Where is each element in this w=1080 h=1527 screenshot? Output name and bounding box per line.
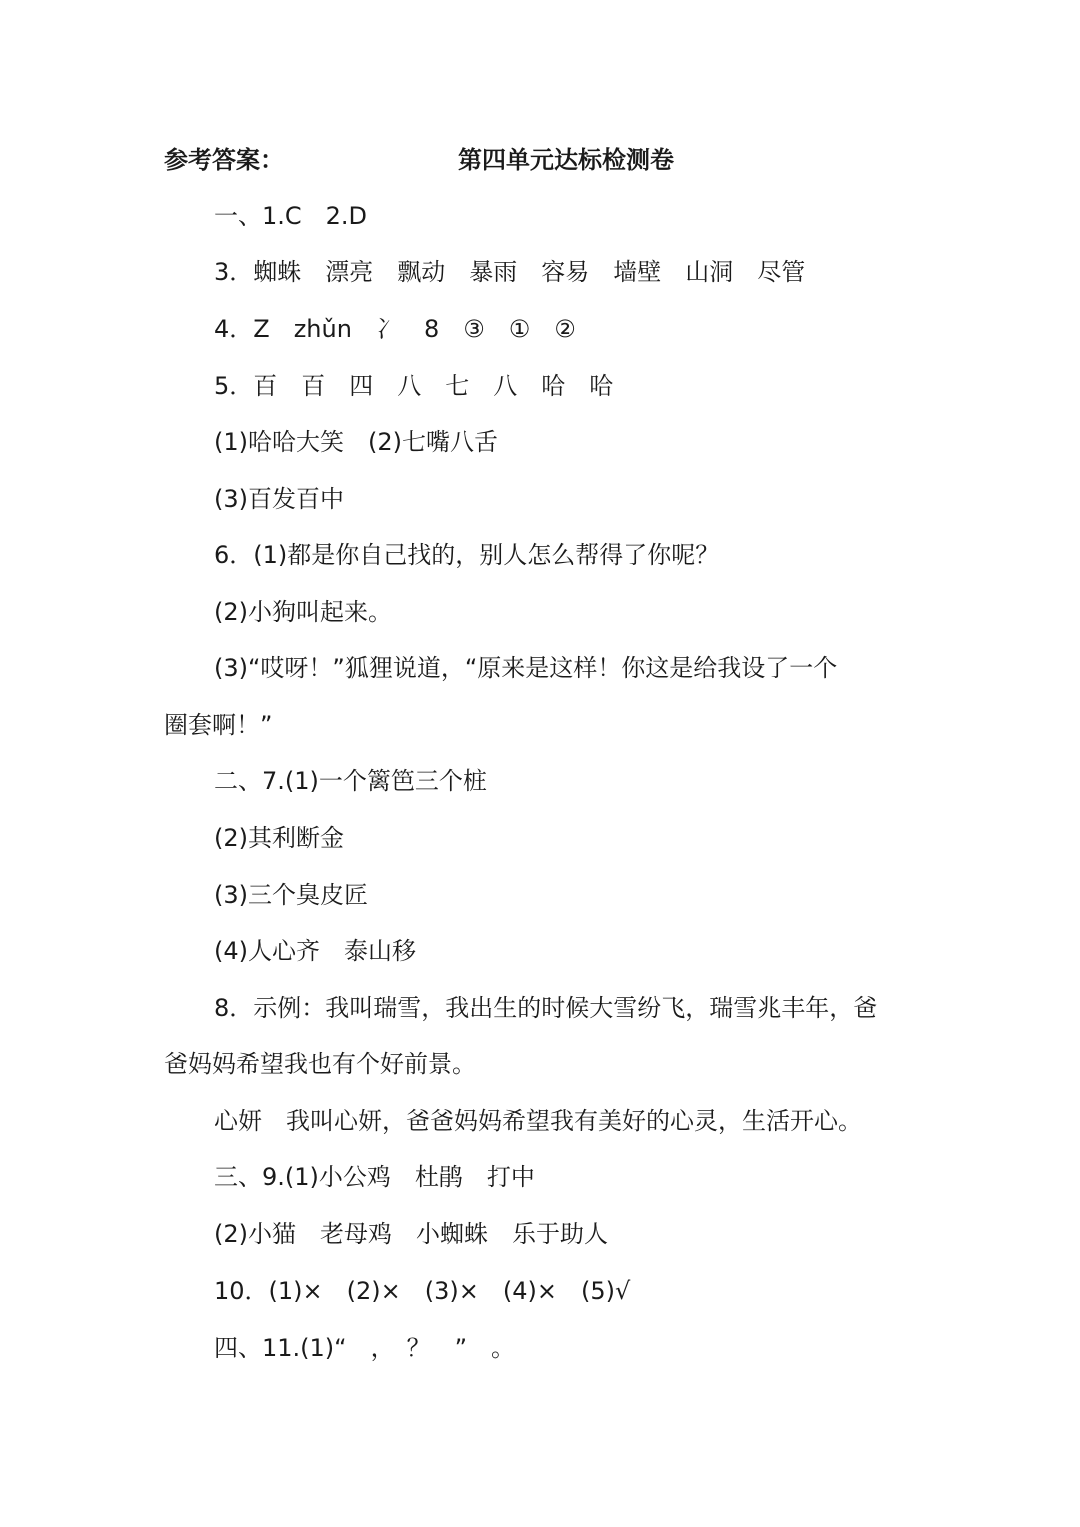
answer-line: 10．(1)× (2)× (3)× (4)× (5)√ xyxy=(214,1277,631,1305)
answer-line: (2)其利断金 xyxy=(214,824,344,852)
answer-line: 8．示例：我叫瑞雪，我出生的时候大雪纷飞，瑞雪兆丰年，爸 xyxy=(214,994,878,1022)
answer-line: (2)小狗叫起来。 xyxy=(214,598,392,626)
answer-key-label: 参考答案： xyxy=(164,146,284,174)
answer-line: (2)小猫 老母鸡 小蜘蛛 乐于助人 xyxy=(214,1220,608,1248)
answer-line: 四、11.(1)“ ， ？ ” 。 xyxy=(214,1334,516,1362)
answer-line: 3．蜘蛛 漂亮 飘动 暴雨 容易 墙壁 山洞 尽管 xyxy=(214,258,806,286)
answer-line: 5．百 百 四 八 七 八 哈 哈 xyxy=(214,372,614,400)
answer-line: 爸妈妈希望我也有个好前景。 xyxy=(164,1050,476,1078)
answer-line: 圈套啊！” xyxy=(164,711,273,739)
answer-line: (3)三个臭皮匠 xyxy=(214,881,368,909)
answer-line: 二、7.(1)一个篱笆三个桩 xyxy=(214,767,487,795)
answer-line: 4．Z zhǔn 冫 8 ③ ① ② xyxy=(214,315,576,343)
answer-line: (4)人心齐 泰山移 xyxy=(214,937,416,965)
answer-line: 心妍 我叫心妍，爸爸妈妈希望我有美好的心灵，生活开心。 xyxy=(214,1107,862,1135)
page-title: 第四单元达标检测卷 xyxy=(458,146,674,174)
answer-line: 6．(1)都是你自己找的，别人怎么帮得了你呢？ xyxy=(214,541,720,569)
answer-line: (1)哈哈大笑 (2)七嘴八舌 xyxy=(214,428,498,456)
answer-line: (3)百发百中 xyxy=(214,485,344,513)
answer-line: 三、9.(1)小公鸡 杜鹃 打中 xyxy=(214,1163,535,1191)
page-header xyxy=(164,138,924,182)
answer-line: 一、1.C 2.D xyxy=(214,202,368,230)
answer-line: (3)“哎呀！”狐狸说道，“原来是这样！你这是给我设了一个 xyxy=(214,654,838,682)
